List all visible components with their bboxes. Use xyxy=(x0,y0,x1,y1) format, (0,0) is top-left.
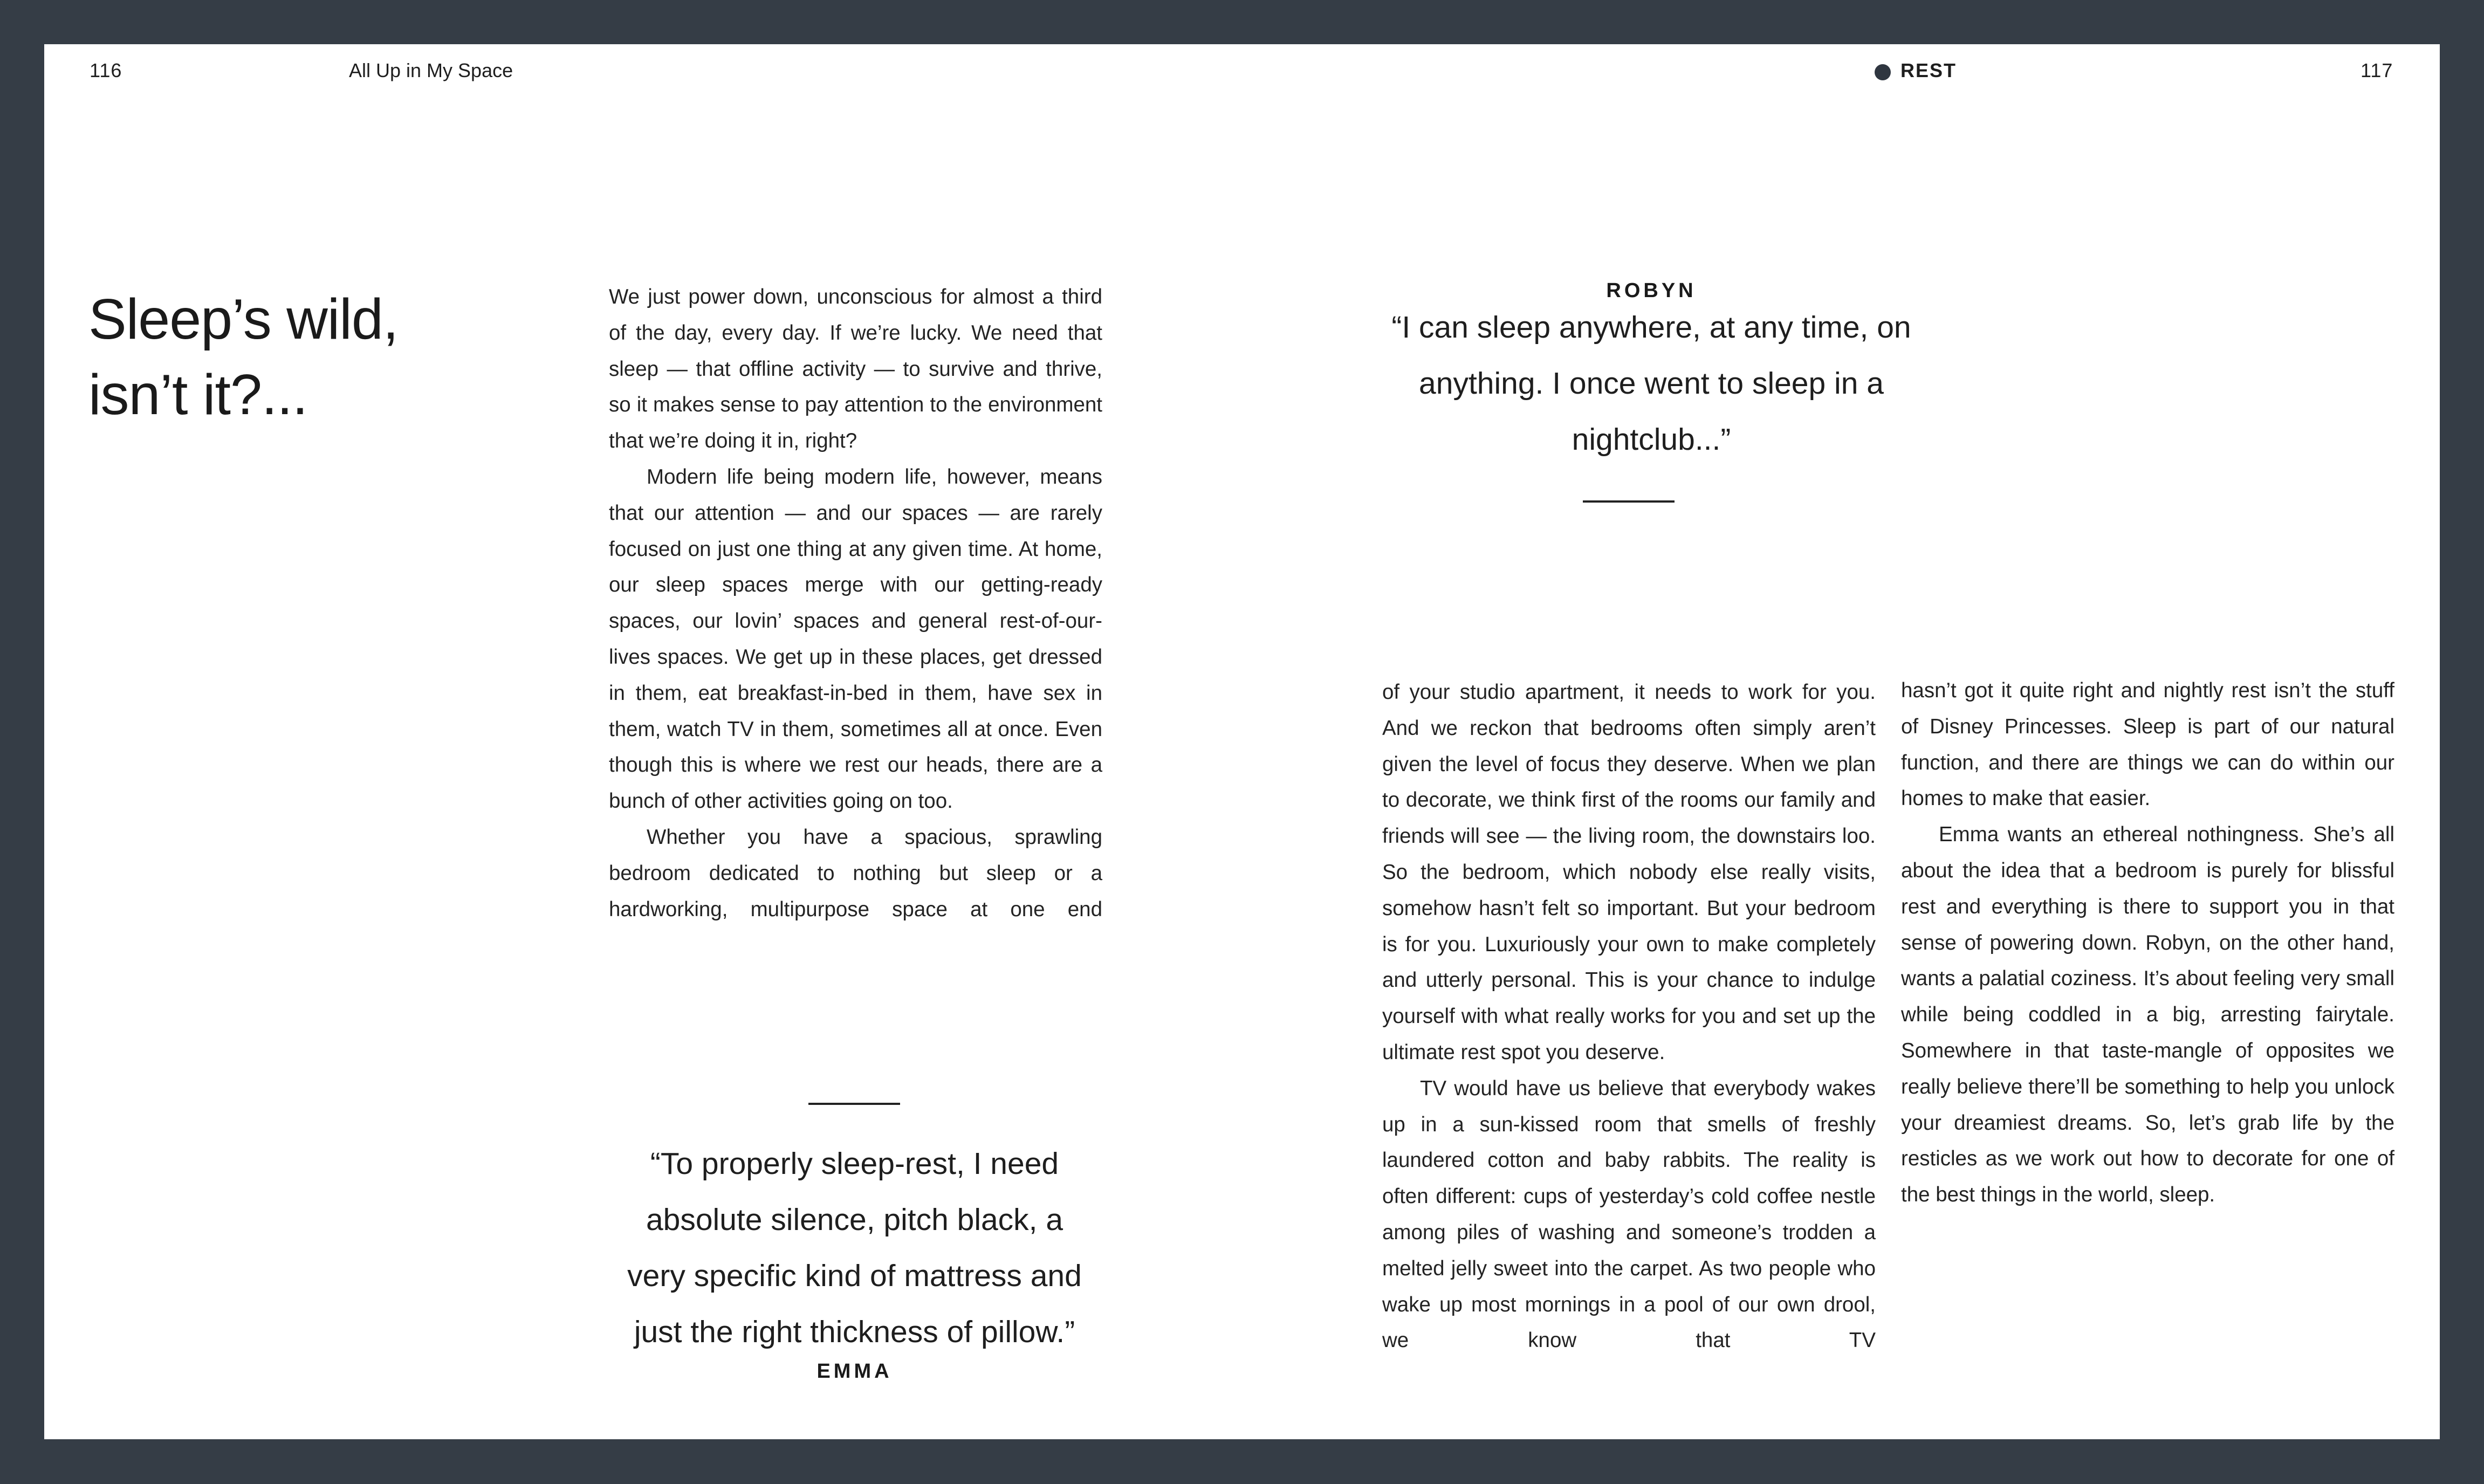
running-title: All Up in My Space xyxy=(349,59,513,81)
paragraph: hasn’t got it quite right and nightly rest isn’t the stuff of Disney Princesses. Sleep is part of our natural function, and there are things we can do within our homes to make that easier. xyxy=(1901,679,2394,810)
paragraph: of your studio apartment, it needs to work for you. And we reckon that bedrooms often simply aren’t given the level of focus they deserve. When we plan to decorate, we think first of the rooms our family and friends will see — the living room, the downstairs loo. So the bedroom, which nobody else really visits, somehow hasn’t felt so important. But your bedroom is for you. Luxuriously your own to make completely and utterly personal. This is your chance to indulge yourself with what really works for you and set up the ultimate rest spot you deserve. xyxy=(1382,681,1876,1064)
quote-text: “To properly sleep-rest, I need absolute silence, pitch black, a very specific kind of mattress and just the right thickness of pillow.” xyxy=(627,1146,1082,1349)
section-label: REST xyxy=(1900,59,1957,81)
quote-text: “I can sleep anywhere, at any time, on anything. I once went to sleep in a nightclub...” xyxy=(1391,310,1911,457)
quote-speaker: ROBYN xyxy=(1606,279,1697,302)
body-column-1 xyxy=(609,279,1102,927)
paragraph: Modern life being modern life, however, means that our attention — and our spaces — are rarely focused on just one thing at any given time. At home, our sleep spaces merge with our getting-ready spaces, our lovin’ spaces and general rest-of-our-lives spaces. We get up in these places, get dressed in them, eat breakfast-in-bed in them, have sex in them, watch TV in them, sometimes all at once. Even though this is where we rest our heads, there are a bunch of other activities going on too. xyxy=(609,465,1102,813)
paragraph: Whether you have a spacious, sprawling bedroom dedicated to nothing but sleep or a hardworking, multipurpose space at one end xyxy=(609,825,1102,921)
quote-rule xyxy=(808,1103,900,1105)
quote-speaker: EMMA xyxy=(816,1360,893,1383)
headline-line-1: Sleep’s wild, xyxy=(88,287,399,351)
pull-quote-emma xyxy=(616,1136,1093,1383)
book-spread xyxy=(44,44,2440,1439)
left-page-number: 116 xyxy=(90,59,122,81)
pull-quote-robyn xyxy=(1382,279,1921,468)
quote-rule xyxy=(1583,500,1675,503)
right-page-number: 117 xyxy=(2361,59,2393,81)
paragraph: Emma wants an ethereal nothingness. She’s all about the idea that a bedroom is purely for blissful rest and everything is there to support you in that sense of powering down. Robyn, on the other hand, wants a palatial coziness. It’s about feeling very small while being coddled in a big, arresting fairytale. Somewhere in that taste-mangle of opposites we really believe there’ll be something to help you unlock your dreamiest dreams. So, let’s grab life by the resticles as we work out how to decorate for one of the best things in the world, sleep. xyxy=(1901,823,2394,1207)
body-column-3 xyxy=(1382,675,1876,1359)
headline-line-2: isn’t it?... xyxy=(88,363,308,427)
section-bullet-icon xyxy=(1875,64,1891,80)
body-column-4 xyxy=(1901,673,2394,1213)
paragraph: TV would have us believe that everybody wakes up in a sun-kissed room that smells of freshly laundered cotton and baby rabbits. The reality is often different: cups of yesterday’s cold coffee nestle among piles of washing and someone’s trodden a melted jelly sweet into the carpet. As two people who wake up most mornings in a pool of our own drool, we know that TV xyxy=(1382,1076,1876,1352)
paragraph: We just power down, unconscious for almost a third of the day, every day. If we’re lucky. We need that sleep — that offline activity — to survive and thrive, so it makes sense to pay attention to the environment that we’re doing it in, right? xyxy=(609,285,1102,453)
headline xyxy=(88,281,531,432)
